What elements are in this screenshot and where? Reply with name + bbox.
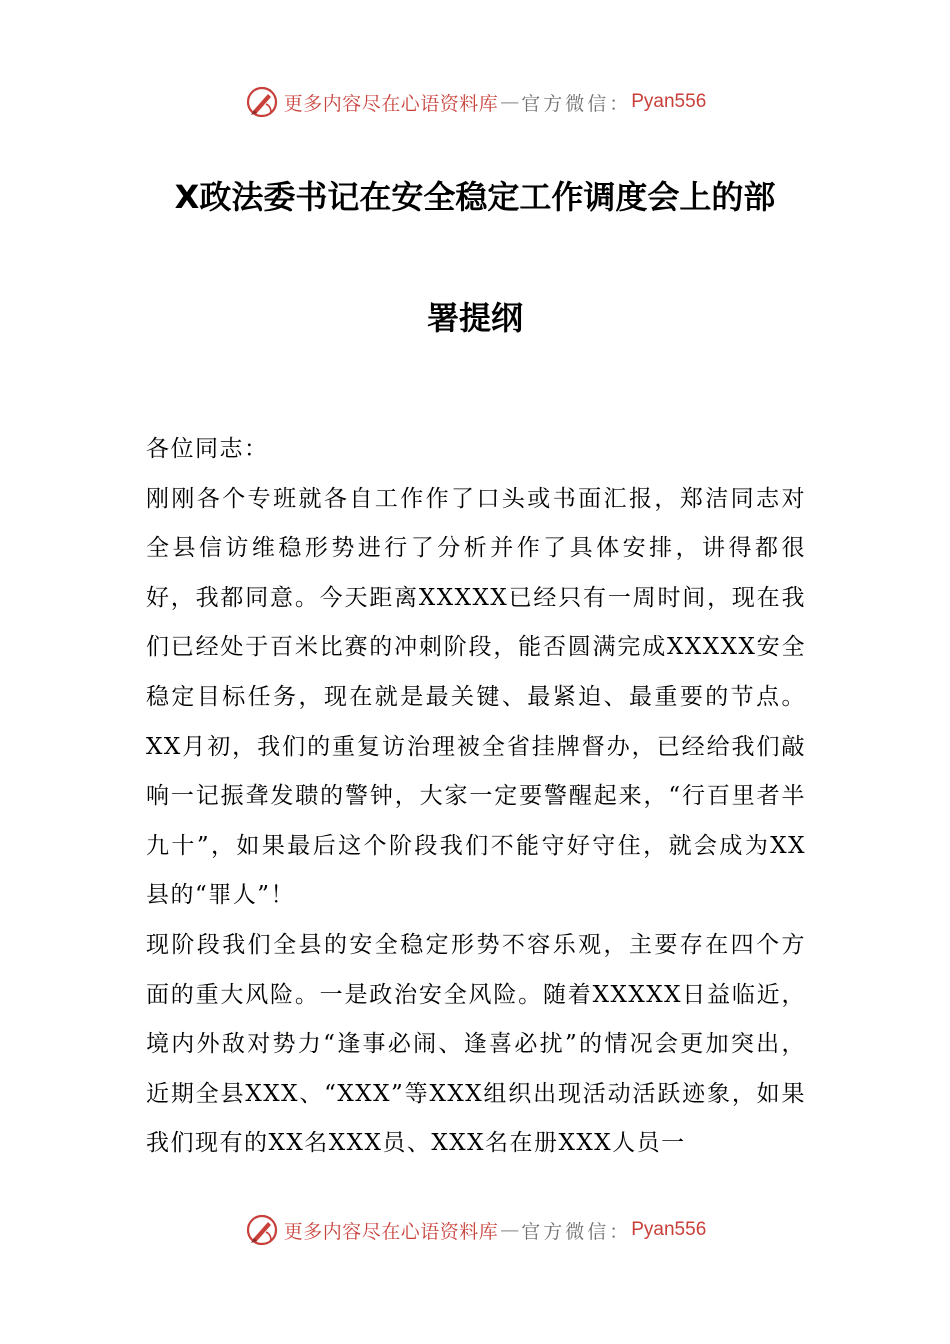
pen-logo-icon (244, 1212, 280, 1248)
banner-main-text: 更多内容尽在心语资料库 (283, 92, 499, 115)
banner-separator: — (500, 91, 520, 113)
document-title-line-1: X政法委书记在安全稳定工作调度会上的部 (174, 178, 776, 216)
header-banner (0, 80, 950, 124)
banner-wechat-id: Pyan556 (631, 1219, 707, 1240)
paragraph-1: 刚刚各个专班就各自工作作了口头或书面汇报，郑洁同志对全县信访维稳形势进行了分析并作了具体安排，讲得都很好，我都同意。今天距离XXXXX已经只有一周时间，现在我们已经处于百米比赛的冲刺阶段，能否圆满完成XXXXX安全稳定目标任务，现在就是最关键、最紧迫、最重要的节点。XX月初，我们的重复访治理被全省挂牌督办，已经给我们敲响一记振聋发聩的警钟，大家一定要警醒起来，“行百里者半九十”，如果最后这个阶段我们不能守好守住，就会成为XX县的“罪人”！ (146, 485, 806, 909)
document-title-line-2: 署提纲 (426, 299, 523, 337)
banner-main-text: 更多内容尽在心语资料库 (283, 1220, 499, 1243)
pen-logo-icon (244, 84, 280, 120)
paragraph-2: 现阶段我们全县的安全稳定形势不容乐观，主要存在四个方面的重大风险。一是政治安全风险。随着XXXXX日益临近，境内外敌对势力“逢事必闹、逢喜必扰”的情况会更加突出，近期全县XXX、“XXX”等XXX组织出现活动活跃迹象，如果我们现有的XX名XXX员、XXX名在册XXX人员一 (146, 931, 806, 1157)
banner-separator: — (500, 1219, 520, 1241)
banner-wechat-label: 官方微信： (521, 92, 632, 115)
banner-wechat-label: 官方微信： (521, 1220, 632, 1243)
footer-banner (0, 1208, 950, 1252)
salutation: 各位同志： (146, 436, 269, 462)
document-body (146, 425, 806, 1169)
banner-wechat-id: Pyan556 (631, 91, 707, 112)
